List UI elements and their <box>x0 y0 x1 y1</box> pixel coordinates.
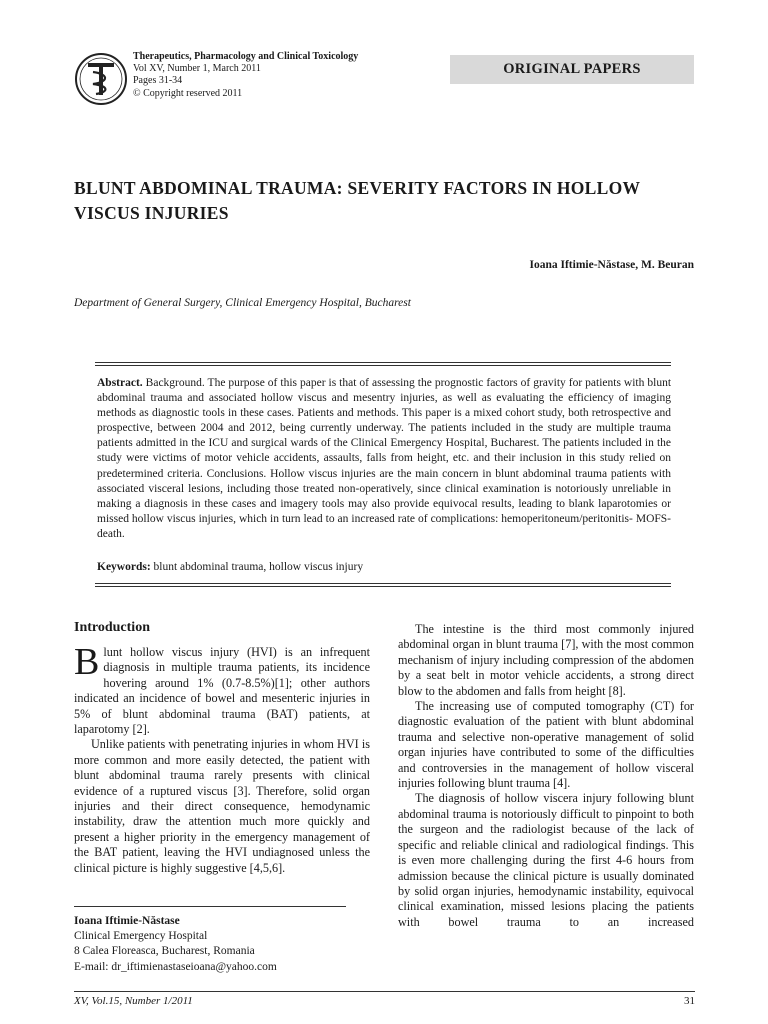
footer-rule <box>74 991 695 992</box>
article-authors: Ioana Iftimie-Năstase, M. Beuran <box>529 259 694 271</box>
right-column <box>398 622 694 930</box>
keywords-label: Keywords: <box>97 561 151 573</box>
abstract-bottom-rule <box>95 583 671 587</box>
column2-paragraph-3: The diagnosis of hollow viscera injury following blunt abdominal trauma is notoriously difficult to pinpoint to both the surgeon and the radiologist because of the lack of specific and reliable clinical and radiological findings. This is even more challenging during the first 4-6 hours from admission because the clinical picture is usually dominated by solid organ injuries, hemodynamic instability, equivocal clinical examination, missed lesions placing the patients with bowel trauma to an increased <box>398 791 694 929</box>
correspondence-institution: Clinical Emergency Hospital <box>74 930 208 943</box>
journal-info <box>133 51 358 100</box>
footnote-separator <box>74 906 346 907</box>
journal-volume: Vol XV, Number 1, March 2011 <box>133 63 261 75</box>
abstract-label: Abstract. <box>97 377 143 389</box>
correspondence-address: 8 Calea Floreasca, Bucharest, Romania <box>74 945 255 958</box>
abstract-text: Background. The purpose of this paper is that of assessing the prognostic factors of gravity for patients with blunt abdominal trauma and associated hollow viscus and mesentry injuries, as well as evaluating the efficiency of imaging methods as diagnostic tools in these cases. Patients and methods. This paper is a mixed cohort study, both retrospective and prospective, between 2004 and 2012, being currently underway. The patients included in the study are multiple trauma patients admitted in the ICU and surgical wards of the Clinical Emergency Hospital, Bucharest. The patients included in the study were victims of motor vehicle accidents, assaults, falls from height, etc. and their inclusion in this study relied on predetermined criteria. Conclusions. Hollow viscus injuries are the main concern in blunt abdominal trauma patients with associated visceral lesions, including those treated non-operatively, since clinical examination is notoriously unreliable in making a diagnosis in these cases and imagery tools may also provide equivocal results, leading to blank laparotomies or missed hollow viscus injuries, which in turn lead to an increased rate of complications: hemoperitoneum/peritonitis- MOFS-death. <box>97 377 672 540</box>
correspondence-email[interactable]: E-mail: dr_iftimienastaseioana@yahoo.com <box>74 960 277 973</box>
abstract-top-rule <box>95 362 671 366</box>
introduction-paragraph-1-text: lunt hollow viscus injury (HVI) is an infrequent diagnosis in multiple trauma patients, its incidence hovering around 1% (0.7-8.5%)[1]; other authors indicated an incidence of bowel and mesenteric injuries in 5% of blunt abdominal trauma (BAT) patients, at laparotomy [2]. <box>74 645 370 737</box>
section-badge: ORIGINAL PAPERS <box>450 55 694 84</box>
article-title-line-2: VISCUS INJURIES <box>74 203 229 223</box>
article-title-line-1: BLUNT ABDOMINAL TRAUMA: SEVERITY FACTORS IN HOLLOW <box>74 178 641 198</box>
journal-logo-icon <box>74 52 128 106</box>
introduction-heading: Introduction <box>74 620 150 635</box>
introduction-column <box>74 641 370 876</box>
column2-paragraph-2: The increasing use of computed tomography (CT) for diagnostic evaluation of the patient with blunt abdominal trauma and selective non-operative management of solid organ injuries have contributed to some of the difficulties and controversies in the management of hollow visceral injuries following blunt trauma [4]. <box>398 699 694 791</box>
page-number: 31 <box>684 995 695 1007</box>
column2-paragraph-1: The intestine is the third most commonly injured abdominal organ in blunt trauma [7], with the most common mechanism of injury including compression of the abdomen by a seat belt in motor vehicle accidents, a strong direct blow to the abdomen and falls from height [8]. <box>398 622 694 698</box>
article-title <box>74 176 694 226</box>
journal-pages: Pages 31-34 <box>133 75 183 87</box>
correspondence-name: Ioana Iftimie-Năstase <box>74 915 180 927</box>
footer-citation: XV, Vol.15, Number 1/2011 <box>74 995 193 1007</box>
keywords-text: blunt abdominal trauma, hollow viscus injury <box>153 561 364 573</box>
correspondence-block <box>74 914 277 975</box>
journal-name: Therapeutics, Pharmacology and Clinical Toxicology <box>133 51 359 62</box>
article-affiliation: Department of General Surgery, Clinical Emergency Hospital, Bucharest <box>74 297 411 309</box>
drop-cap: B <box>74 641 100 683</box>
journal-copyright: © Copyright reserved 2011 <box>133 87 243 99</box>
introduction-paragraph-1 <box>74 641 370 737</box>
abstract-block <box>97 376 671 542</box>
introduction-paragraph-2: Unlike patients with penetrating injuries in whom HVI is more common and more easily detected, the patient with blunt abdominal trauma rarely presents with clinical evidence of a ruptured viscus [3]. Therefore, solid organ injuries and their direct consequence, hemodynamic instability, draw the attention much more quickly and present a higher priority in the emergency management of the BAT patient, leaving the HVI undiagnosed unless the clinical picture is highly suggestive [4,5,6]. <box>74 737 370 875</box>
keywords-line <box>97 560 671 575</box>
